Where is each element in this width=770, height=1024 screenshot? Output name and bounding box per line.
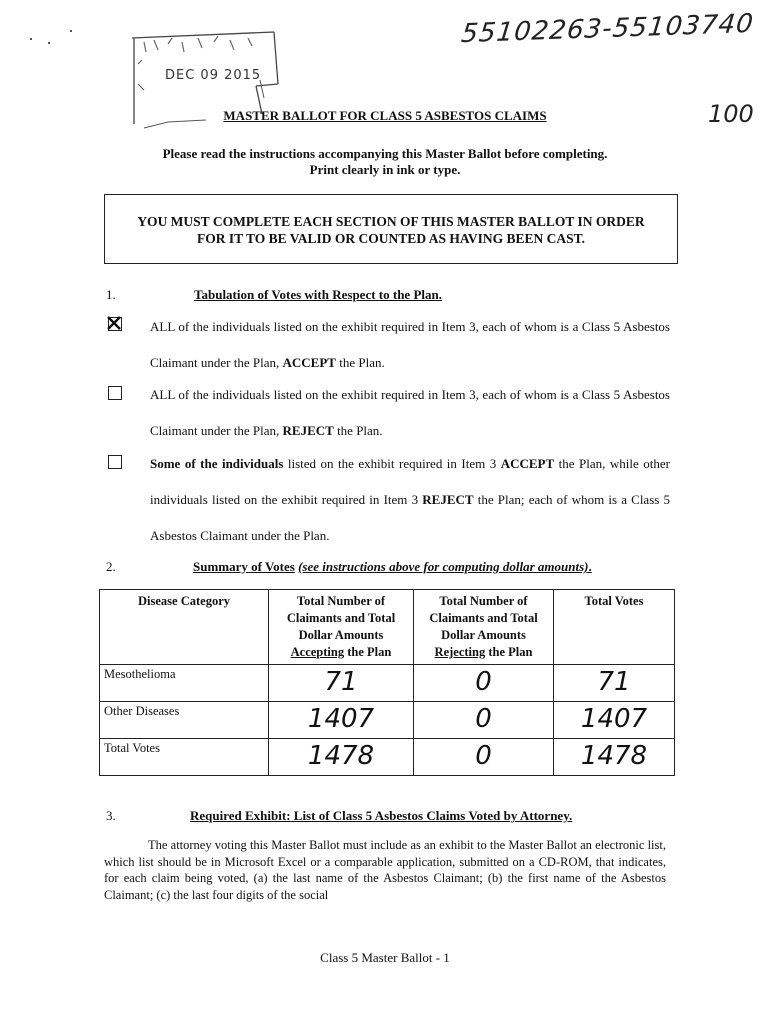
instructions-line: Please read the instructions accompanying this Master Ballot before completing. [162,146,608,161]
option-text: the Plan. [335,355,385,370]
option-text: ALL of the individuals listed on the exhibit required in Item 3, each of whom is a Class 5 Asbestos Claimant under the Plan, [150,387,670,438]
margin-annotation: 100 [708,100,754,128]
scan-speck [30,38,32,40]
section-2-number: 2. [106,559,116,574]
total-value-field[interactable]: 1478 [554,739,675,776]
option-keyword: ACCEPT [282,355,336,370]
scan-speck [70,30,72,32]
section-2-heading-text: Summary of Votes [193,559,295,574]
total-value-field[interactable]: 71 [554,665,675,702]
split-vote-checkbox[interactable] [108,455,122,469]
option-text: the Plan. [333,423,383,438]
option-text: the Plan; each of whom is a Class 5 Asbestos Claimant under the Plan. [150,492,670,543]
table-row [100,702,675,739]
option-keyword: REJECT [422,492,474,507]
option-text: the Plan, while other individuals listed on the exhibit required in Item 3 [150,456,670,507]
page-footer: Class 5 Master Ballot - 1 [320,950,450,965]
scan-speck [48,42,50,44]
row-category: Mesothelioma [100,665,269,702]
option-keyword: Some of the individuals [150,456,284,471]
section-3-number: 3. [106,808,116,823]
option-text: ALL of the individuals listed on the exhibit required in Item 3, each of whom is a Class 5 Asbestos Claimant under the Plan, [150,319,670,370]
reject-value-field[interactable]: 0 [414,665,554,702]
accept-all-checkbox[interactable] [108,317,122,331]
row-category: Total Votes [100,739,269,776]
row-category: Other Diseases [100,702,269,739]
option-text: listed on the exhibit required in Item 3 [283,456,501,471]
column-header-total: Total Votes [554,590,675,665]
accept-value-field[interactable]: 71 [269,665,414,702]
page-title: MASTER BALLOT FOR CLASS 5 ASBESTOS CLAIMS [223,108,547,123]
votes-summary-table [99,589,675,776]
column-header-category: Disease Category [100,590,269,665]
reject-value-field[interactable]: 0 [414,702,554,739]
section-3-heading: Required Exhibit: List of Class 5 Asbestos Claims Voted by Attorney. [190,808,573,823]
checkmark-x-icon [107,316,121,330]
option-reject-all [150,377,670,449]
option-keyword: ACCEPT [500,456,555,471]
accept-value-field[interactable]: 1478 [269,739,414,776]
reject-value-field[interactable]: 0 [414,739,554,776]
section-2-heading: Summary of Votes (see instructions above for computing dollar amounts). [193,559,592,574]
column-header-rejecting: Total Number of Claimants and Total Dollar Amounts Rejecting the Plan [414,590,554,665]
section-2-heading-note: (see instructions above for computing dollar amounts) [298,559,589,574]
section-1-heading: Tabulation of Votes with Respect to the Plan. [194,287,442,302]
stamp-date: DEC 09 2015 [165,68,262,83]
table-row [100,739,675,776]
warning-text [104,213,678,247]
option-split-vote [150,446,670,554]
instructions-line: Print clearly in ink or type. [309,162,461,177]
accept-value-field[interactable]: 1407 [269,702,414,739]
bates-number: 55102263-55103740 [459,8,756,50]
section-1-number: 1. [106,287,116,302]
warning-line: FOR IT TO BE VALID OR COUNTED AS HAVING BEEN CAST. [197,231,585,246]
section-3-body: The attorney voting this Master Ballot must include as an exhibit to the Master Ballot an electronic list, which list should be in Microsoft Excel or a comparable application, submitted on a CD-ROM, that indicates, for each claim being voted, (a) the last name of the Asbestos Claimant; (b) the first name of the Asbestos Claimant; (c) the last four digits of the social [104,838,666,902]
warning-line: YOU MUST COMPLETE EACH SECTION OF THIS MASTER BALLOT IN ORDER [137,214,645,229]
option-accept-all [150,309,670,381]
reject-all-checkbox[interactable] [108,386,122,400]
instructions [0,146,770,178]
option-keyword: REJECT [282,423,334,438]
table-header-row [100,590,675,665]
table-row [100,665,675,702]
column-header-accepting: Total Number of Claimants and Total Dollar Amounts Accepting the Plan [269,590,414,665]
total-value-field[interactable]: 1407 [554,702,675,739]
